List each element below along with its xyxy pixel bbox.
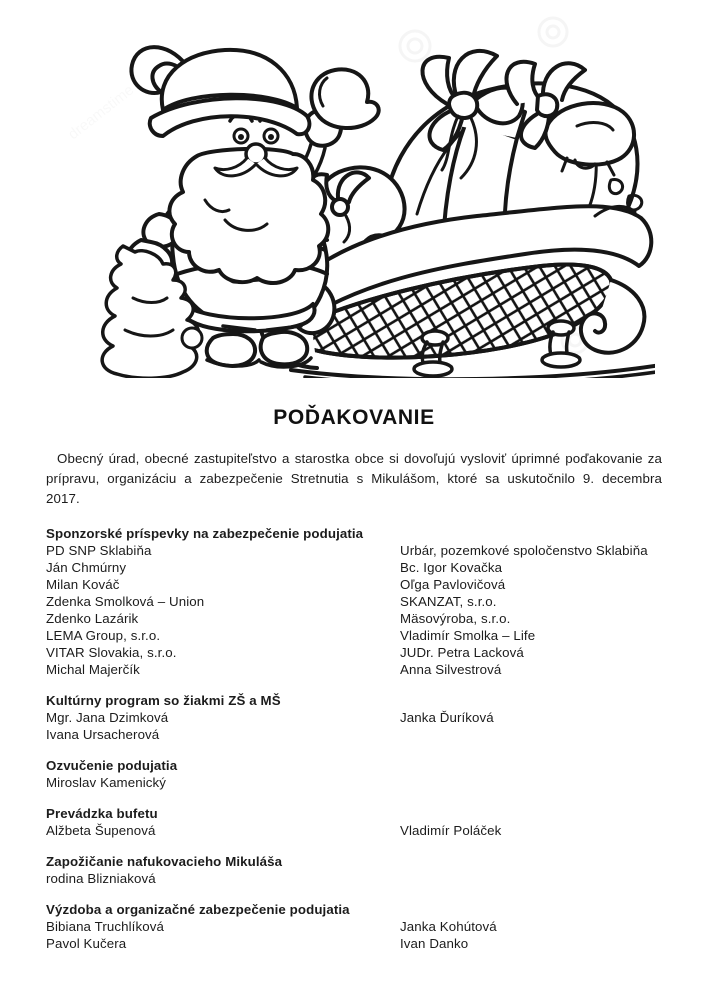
credit-name-left: PD SNP Sklabiňa — [46, 543, 152, 558]
credit-row — [46, 709, 662, 726]
section-heading: Sponzorské príspevky na zabezpečenie podujatia — [46, 526, 364, 541]
credit-name-right: JUDr. Petra Lacková — [400, 645, 524, 660]
credit-name-left: rodina Blizniaková — [46, 871, 156, 886]
credit-name-right: SKANZAT, s.r.o. — [400, 594, 497, 609]
credit-row — [46, 576, 662, 593]
section-buffet — [46, 805, 662, 839]
credit-name-right: Bc. Igor Kovačka — [400, 560, 503, 575]
credit-name-left: Ivana Ursacherová — [46, 727, 160, 742]
credit-row — [46, 610, 662, 627]
intro-paragraph: Obecný úrad, obecné zastupiteľstvo a starostka obce si dovoľujú vysloviť úprimné poďakovanie za prípravu, organizáciu a zabezpečenie Stretnutia s Mikulášom, ktoré sa uskutočnilo 9. decembra 2017. — [46, 451, 662, 506]
section-decoration — [46, 901, 662, 952]
page-title: POĎAKOVANIE — [273, 406, 435, 429]
credit-row — [46, 661, 662, 678]
credit-name-left: Michal Majerčík — [46, 662, 140, 677]
credit-name-left: LEMA Group, s.r.o. — [46, 628, 161, 643]
credit-name-right: Urbár, pozemkové spoločenstvo Sklabiňa — [400, 543, 648, 558]
credit-row — [46, 559, 662, 576]
section-sound — [46, 757, 662, 791]
credit-name-left: Bibiana Truchlíková — [46, 919, 164, 934]
section-heading: Ozvučenie podujatia — [46, 758, 178, 773]
section-heading: Prevádzka bufetu — [46, 806, 158, 821]
credit-row — [46, 644, 662, 661]
credit-row — [46, 726, 662, 743]
section-heading: Kultúrny program so žiakmi ZŠ a MŠ — [46, 693, 281, 708]
credit-row — [46, 918, 662, 935]
credit-name-right: Vladimír Smolka – Life — [400, 628, 536, 643]
credit-name-left: Mgr. Jana Dzimková — [46, 710, 169, 725]
credit-name-left: Alžbeta Šupenová — [46, 823, 156, 838]
credit-row — [46, 542, 662, 559]
credit-name-right: Vladimír Poláček — [400, 823, 502, 838]
section-heading: Výzdoba a organizačné zabezpečenie podujatia — [46, 902, 350, 917]
svg-text:dreamstime: dreamstime — [64, 81, 138, 144]
santa-hat — [131, 47, 309, 136]
santa-sleigh-clipart — [55, 8, 655, 378]
credit-row — [46, 822, 662, 839]
credit-row — [46, 593, 662, 610]
credit-name-left: Pavol Kučera — [46, 936, 127, 951]
credit-name-left: Miroslav Kamenický — [46, 775, 167, 790]
credit-name-left: Milan Kováč — [46, 577, 120, 592]
credit-name-left: Zdenko Lazárik — [46, 611, 139, 626]
credit-name-right: Janka Ďuríková — [400, 710, 494, 725]
credit-row — [46, 627, 662, 644]
section-culture-program — [46, 692, 662, 743]
credit-name-right — [400, 870, 662, 887]
credit-name-right: Janka Kohútová — [400, 919, 497, 934]
credit-name-right: Ivan Danko — [400, 936, 469, 951]
santa-sleigh-illustration — [55, 8, 655, 378]
credit-name-right — [400, 774, 662, 791]
credit-row — [46, 774, 662, 791]
credit-name-right: Anna Silvestrová — [400, 662, 502, 677]
section-sponsors — [46, 525, 662, 678]
credit-name-right: Oľga Pavlovičová — [400, 577, 506, 592]
credit-name-left: Ján Chmúrny — [46, 560, 127, 575]
document-body — [46, 406, 662, 966]
section-inflatable — [46, 853, 662, 887]
sleigh-strut — [542, 321, 580, 367]
credit-row — [46, 870, 662, 887]
credit-name-left: Zdenka Smolková – Union — [46, 594, 205, 609]
section-heading: Zapožičanie nafukovacieho Mikuláša — [46, 854, 283, 869]
credit-name-right — [400, 726, 662, 743]
credit-row — [46, 935, 662, 952]
credit-name-left: VITAR Slovakia, s.r.o. — [46, 645, 177, 660]
waving-mitten — [311, 69, 378, 128]
credit-name-right: Mäsovýroba, s.r.o. — [400, 611, 511, 626]
